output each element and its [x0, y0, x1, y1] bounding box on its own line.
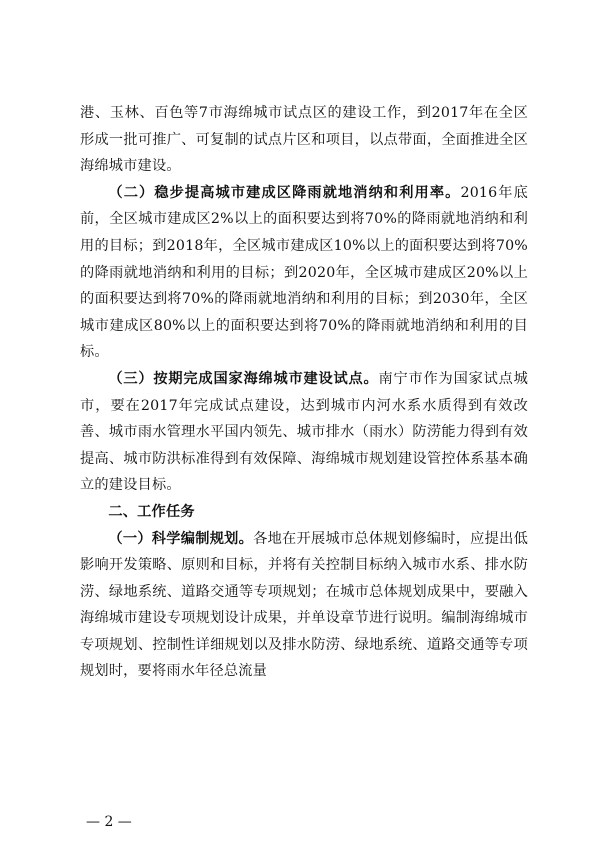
paragraph-planning	[80, 526, 528, 686]
paragraph-lead: （一）科学编制规划。	[108, 530, 254, 547]
body-text	[80, 100, 528, 685]
paragraph-lead: （三）按期完成国家海绵城市建设试点。	[108, 370, 379, 387]
paragraph-body: 各地在开展城市总体规划修编时，应提出低影响开发策略、原则和目标，并将有关控制目标纳入城市水系、排水防涝、绿地系统、道路交通等专项规划；在城市总体规划成果中，要融入海绵城市建设专项规划设计成果，并单设章节进行说明。编制海绵城市专项规划、控制性详细规划以及排水防涝、绿地系统、道路交通等专项规划时，要将雨水年径总流量	[80, 530, 528, 680]
paragraph-body: 2016年底前，全区城市建成区2%以上的面积要达到将70%的降雨就地消纳和利用的目标；到2018年，全区城市建成区10%以上的面积要达到将70%的降雨就地消纳和利用的目标；到2020年，全区城市建成区20%以上的面积要达到将70%的降雨就地消纳和利用的目标；到2030年，全区城市建成区80%以上的面积要达到将70%的降雨就地消纳和利用的目标。	[80, 184, 528, 361]
page-number: — 2 —	[86, 814, 132, 830]
paragraph-lead: （二）稳步提高城市建成区降雨就地消纳和利用率。	[108, 184, 461, 201]
paragraph-continued: 港、玉林、百色等7市海绵城市试点区的建设工作，到2017年在全区形成一批可推广、可复制的试点片区和项目，以点带面，全面推进全区海绵城市建设。	[80, 105, 528, 175]
section-heading: 二、工作任务	[108, 503, 195, 520]
paragraph-body: 南宁市作为国家试点城市，要在2017年完成试点建设，达到城市内河水系水质得到有效改善、城市雨水管理水平国内领先、城市排水（雨水）防涝能力得到有效提高、城市防洪标准得到有效保障、海绵城市规划建设管控体系基本确立的建设目标。	[80, 370, 528, 494]
paragraph-rainwater-target	[80, 180, 528, 366]
paragraph-pilot	[80, 366, 528, 499]
